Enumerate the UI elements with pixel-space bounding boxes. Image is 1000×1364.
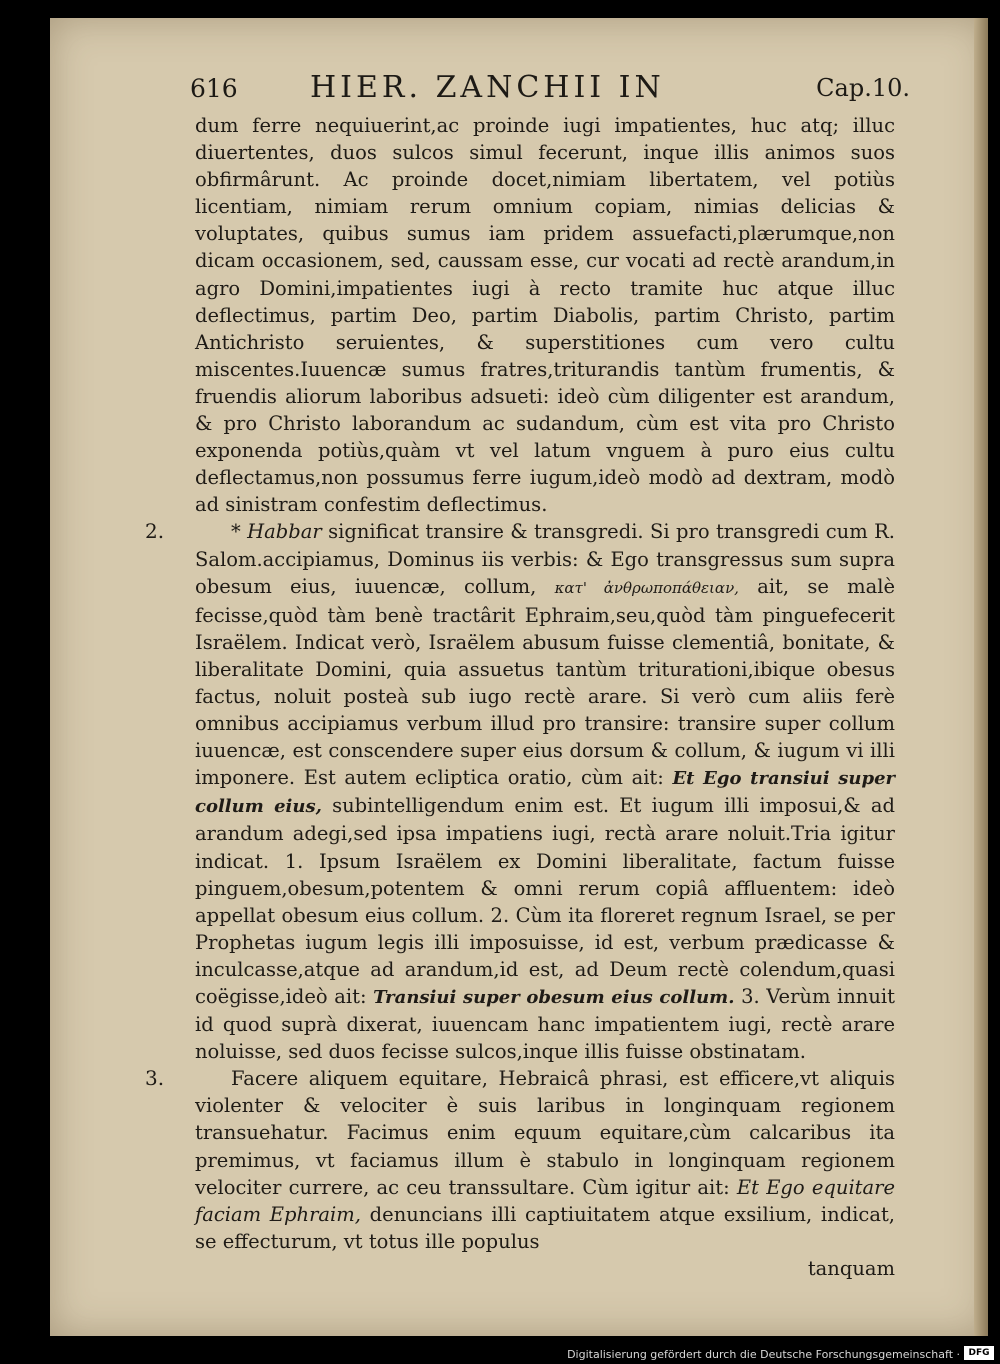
paragraph-text: 3. Verùm innuit id quod suprà dixerat, iuuencam hanc impatientem iugi, rectè arare noluisse, sed duos fecisse sulcos,inque illis fuisse obstinatam. xyxy=(195,985,896,1064)
paragraph-text: subintelligendum enim est. Et iugum illi imposui,& ad arandum adegi,sed ipsa impatiens iugi, rectà arare noluit.Tria igitur indicat. 1. Ipsum Israëlem ex Domini liberalitate, factum fuisse pinguem,obesum,potentem & omni rerum copiâ affluentem: ideò appellat obesum eius collum. 2. Cùm ita floreret regnum Israel, se per Prophetas iugum legis illi imposuisse, id est, verbum prædicasse & inculcasse,atque ad arandum,id est, ad Deum rectè colendum,quasi coëgisse,ideò ait: xyxy=(195,794,895,1008)
margin-number: 2. xyxy=(145,519,165,544)
catchword-text: tanquam xyxy=(807,1256,895,1280)
paragraph-text: denuncians illi captiuitatem atque exsilium, indicat, se effecturum, vt totus ille populus xyxy=(195,1202,896,1253)
paragraph-1 xyxy=(195,112,895,518)
asterisk-icon: * xyxy=(231,520,248,544)
paragraph-text: ait, se malè fecisse,quòd tàm benè tractârit Ephraim,seu,quòd tàm pinguefecerit Israëlem. Indicat verò, Israëlem abusum fuisse clementiâ, bonitate, & liberalitate Domini, quia assuetus tantùm triturationi,ibique obesus factus, noluit posteà sub iugo rectè arare. Si verò cum aliis ferè omnibus accipiamus verbum illud pro transire: transire super collum iuuencæ, est conscendere super eius dorsum & collum, & iugum vi illi imponere. Est autem ecliptica oratio, cùm ait: xyxy=(195,574,895,790)
paragraph-2 xyxy=(145,518,896,1065)
scripture-quote: Et Ego transiui super collum eius, xyxy=(195,768,895,818)
catchword xyxy=(195,1255,895,1282)
greek-phrase: κατ' ἀνθρωποπάθειαν, xyxy=(554,578,739,597)
digitization-credit: Digitalisierung gefördert durch die Deutsche Forschungsgemeinschaft · xyxy=(567,1348,960,1361)
chapter-label: Cap.10. xyxy=(816,74,910,102)
page-edge xyxy=(974,18,988,1336)
scripture-quote: Transiui super obesum eius collum. xyxy=(373,987,735,1008)
running-title: HIER. ZANCHII IN xyxy=(310,70,665,105)
scripture-quote: Et Ego equitare faciam Ephraim, xyxy=(195,1175,896,1226)
paragraph-3 xyxy=(145,1065,896,1255)
paragraph-text: significat transire & transgredi. Si pro transgredi cum R. Salom.accipiamus, Dominus iis verbis: & Ego transgressus sum supra obesum eius, iuuencæ, collum, xyxy=(195,520,896,598)
margin-number: 3. xyxy=(145,1066,165,1091)
paragraph-text: Facere aliquem equitare, Hebraicâ phrasi, est efficere,vt aliquis violenter & velociter è suis laribus in longinquam regionem transuehatur. Facimus enim equum equitare,cùm calcaribus ita premimus, vt faciamus illum è stabulo in longinquam regionem velociter currere, ac ceu transsultare. Cùm igitur ait: xyxy=(195,1067,895,1199)
paragraph-text: dum ferre nequiuerint,ac proinde iugi impatientes, huc atq; illuc diuertentes, duos sulcos simul fecerunt, inque illis animos suos obfirmârunt. Ac proinde docet,nimiam libertatem, vel potiùs licentiam, nimiam rerum omnium copiam, nimias delicias & voluptates, quibus sumus iam pridem assuefacti,plærumque,non dicam occasionem, sed, caussam esse, cur vocati ad rectè arandum,in agro Domini,impatientes iugi à recto tramite huc atque illuc deflectimus, partim Deo, partim Diabolis, partim Christo, partim Antichristo seruientes, & superstitiones cum vero cultu miscentes.Iuuencæ sumus fratres,triturandis tantùm frumentis, & fruendis aliorum laboribus adsueti: ideò cùm diligenter est arandum, & pro Christo laborandum ac sudandum, cùm est vita pro Christo exponenda potiùs,quàm vt vel latum vnguem à puro eius cultu deflectamus,non possumus ferre iugum,ideò modò ad dextram, modò ad sinistram confestim deflectimus. xyxy=(195,114,895,517)
dfg-logo: DFG xyxy=(964,1346,994,1360)
body-text xyxy=(145,112,896,1282)
running-header xyxy=(190,70,910,110)
lead-word: Habbar xyxy=(247,520,322,544)
page-number: 616 xyxy=(190,74,238,103)
